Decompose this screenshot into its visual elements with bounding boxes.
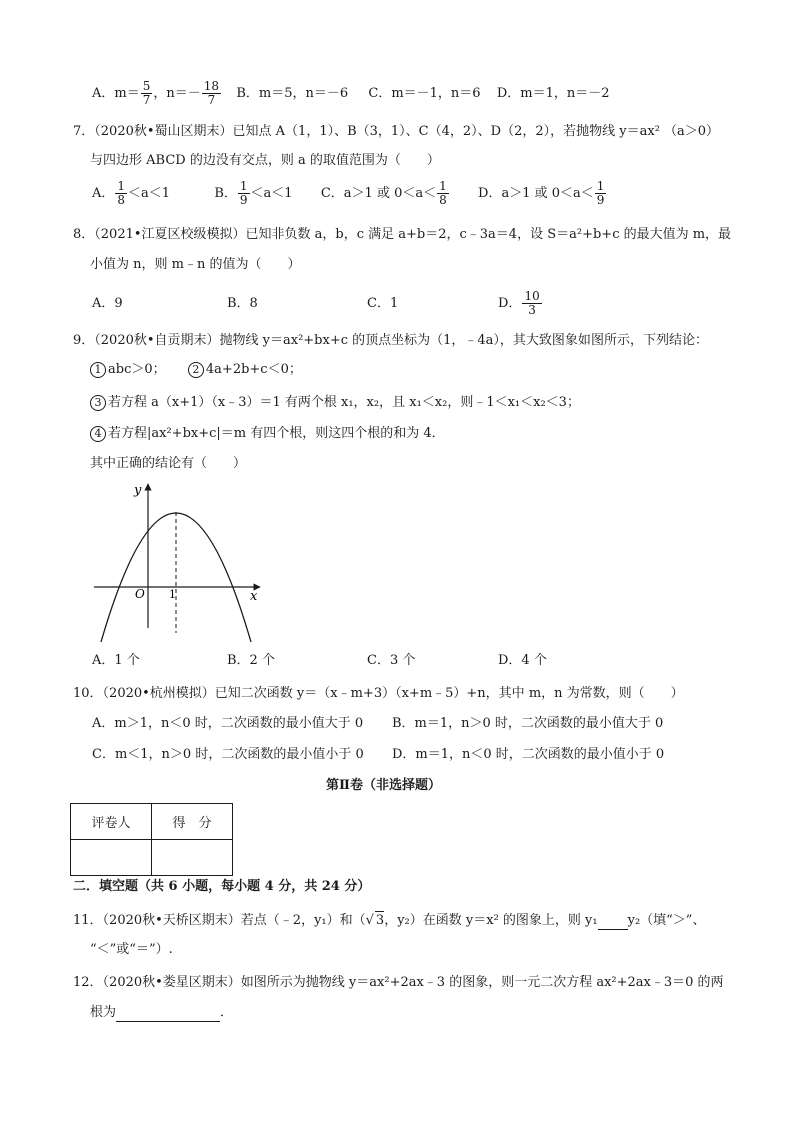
q6-option-a-m-fraction: $\frac{5}{7}$ <box>142 79 151 107</box>
origin-label: O <box>135 587 145 601</box>
q7-stem-line1: 7．（2020秋•蜀山区期末）已知点 A（1，1）、B（3，1）、C（4，2）、D（2，2），若抛物线 y＝ax² （a＞0） <box>73 124 720 139</box>
q6-option-d: D．m＝1，n＝－2 <box>496 86 610 101</box>
score-cell <box>152 840 233 876</box>
q12-answer-blank <box>116 1007 220 1022</box>
q10-options-ab <box>92 715 663 733</box>
q12-stem-line2: 根为 ． <box>90 1005 234 1020</box>
q10-stem: 10．（2020•杭州模拟）已知二次函数 y＝（x﹣m+3）（x+m﹣5）+n，其中 m，n 为常数，则（ ） <box>73 686 684 701</box>
q9-conclusions-1-2 <box>90 361 302 379</box>
sqrt-symbol: √ <box>365 913 374 928</box>
q9-stem-line1: 9．（2020秋•自贡期末）抛物线 y＝ax²+bx+c 的顶点坐标为（1，﹣4a），其大致图象如图所示，下列结论： <box>73 333 708 348</box>
q10-option-c: C．m＜1，n＞0 时，二次函数的最小值小于 0 <box>92 747 364 762</box>
q7-option-c: C．a＞1 或 0＜a＜ <box>320 186 437 201</box>
q8-option-c: C．1 <box>367 296 399 311</box>
q6-option-a-m: m＝ <box>114 86 140 101</box>
q9-conclusion-1-marker: 1 <box>90 362 106 378</box>
grading-table <box>70 803 233 876</box>
grader-cell <box>71 840 152 876</box>
q9-ask: 其中正确的结论有（ ） <box>90 456 247 471</box>
q6-option-a-n-fraction: $\frac{18}{7}$ <box>203 79 220 107</box>
q9-conclusion-3: 若方程 a（x+1）（x﹣3）＝1 有两个根 x₁，x₂，且 x₁＜x₂，则﹣1＜x₁＜x₂＜3； <box>108 395 580 410</box>
y-axis-label: y <box>134 483 142 498</box>
q9-conclusion-2-marker: 2 <box>188 362 204 378</box>
q8-stem-line1: 8．（2021•江夏区校级模拟）已知非负数 a，b，c 满足 a+b＝2，c﹣3a＝4，设 S＝a²+b+c 的最大值为 m，最 <box>73 227 732 242</box>
q12-stem-line1: 12．（2020秋•娄星区期末）如图所示为抛物线 y＝ax²+2ax﹣3 的图象，则一元二次方程 ax²+2ax﹣3＝0 的两 <box>73 975 724 990</box>
q9-conclusion-2: 4a+2b+c＜0； <box>205 362 302 377</box>
q7-option-b: ＜a＜1 <box>250 186 293 201</box>
q9-options <box>92 652 547 670</box>
q6-option-b: B．m＝5，n＝－6 <box>236 86 349 101</box>
section2-heading: 二．填空题（共 6 小题，每小题 4 分，共 24 分） <box>73 879 371 894</box>
q11-sqrt-value: 3 <box>375 913 385 928</box>
q10-options-cd <box>92 746 664 764</box>
q9-parabola-graph <box>90 478 270 648</box>
q8-options <box>92 290 543 317</box>
section2-title: 第Ⅱ卷（非选择题） <box>326 778 441 793</box>
q9-conclusion-4-marker: 4 <box>90 426 106 442</box>
q9-option-b: B．2 个 <box>227 653 275 668</box>
q9-conclusion-3-line <box>90 394 580 412</box>
q7-stem-line2: 与四边形 ABCD 的边没有交点，则 a 的取值范围为（ ） <box>90 153 440 168</box>
tick-label-1: 1 <box>169 588 176 601</box>
q8-option-a: A．9 <box>92 296 123 311</box>
q11-stem-line1: 11．（2020秋•天桥区期末）若点（﹣2，y₁）和（√ 3，y₂）在函数 y＝x² 的图象上，则 y₁ y₂（填“＞”、 <box>73 913 706 928</box>
q8-option-d-fraction: $\frac{10}{3}$ <box>524 289 540 317</box>
q6-option-c: C．m＝－1，n＝6 <box>368 86 481 101</box>
q9-conclusion-1: abc＞0； <box>108 362 166 377</box>
q9-option-d: D．4 个 <box>498 653 547 668</box>
q9-option-a: A．1 个 <box>92 653 140 668</box>
score-header: 得 分 <box>152 804 233 840</box>
q7-options: A． $\frac{1}{8}$ ＜a＜1 B． $\frac{1}{9}$ ＜a＜1 C．a＞1 或 0＜a＜ $\frac{1}{8}$ D．a＞1 或 0＜a＜ $\frac{1}{9}$ <box>92 179 605 207</box>
q7-option-a-fraction: $\frac{1}{8}$ <box>117 179 126 207</box>
q9-conclusion-4: 若方程|ax²+bx+c|＝m 有四个根，则这四个根的和为 4． <box>108 426 445 441</box>
q8-stem-line2: 小值为 n，则 m﹣n 的值为（ ） <box>90 257 301 272</box>
q9-conclusion-4-line <box>90 425 445 443</box>
q6-options: A．m＝ $\frac{5}{7}$ ，n＝－ $\frac{18}{7}$ B．m＝5，n＝－6 C．m＝－1，n＝6 D．m＝1，n＝－2 <box>92 79 610 107</box>
q6-option-a-n: ，n＝ <box>153 86 188 101</box>
q10-option-a: A．m＞1，n＜0 时，二次函数的最小值大于 0 <box>92 716 364 731</box>
q8-option-d: D． <box>498 296 522 311</box>
q7-option-d-fraction: $\frac{1}{9}$ <box>596 179 605 207</box>
q10-option-d: D．m＝1，n＜0 时，二次函数的最小值小于 0 <box>392 747 665 762</box>
q11-stem-line2: “＜”或“＝”）. <box>90 942 173 957</box>
x-axis-label: x <box>250 589 258 604</box>
q7-option-c-fraction: $\frac{1}{8}$ <box>439 179 447 207</box>
q8-option-b: B．8 <box>227 296 258 311</box>
q7-option-a: ＜a＜1 <box>128 186 171 201</box>
q7-option-d: D．a＞1 或 0＜a＜ <box>478 186 594 201</box>
q7-option-b-fraction: $\frac{1}{9}$ <box>239 179 248 207</box>
q9-option-c: C．3 个 <box>367 653 416 668</box>
q9-conclusion-3-marker: 3 <box>90 395 106 411</box>
q6-option-a-prefix: A． <box>92 86 115 101</box>
grader-header: 评卷人 <box>71 804 152 840</box>
q10-option-b: B．m＝1，n＞0 时，二次函数的最小值大于 0 <box>392 716 664 731</box>
q11-answer-blank <box>598 915 628 930</box>
